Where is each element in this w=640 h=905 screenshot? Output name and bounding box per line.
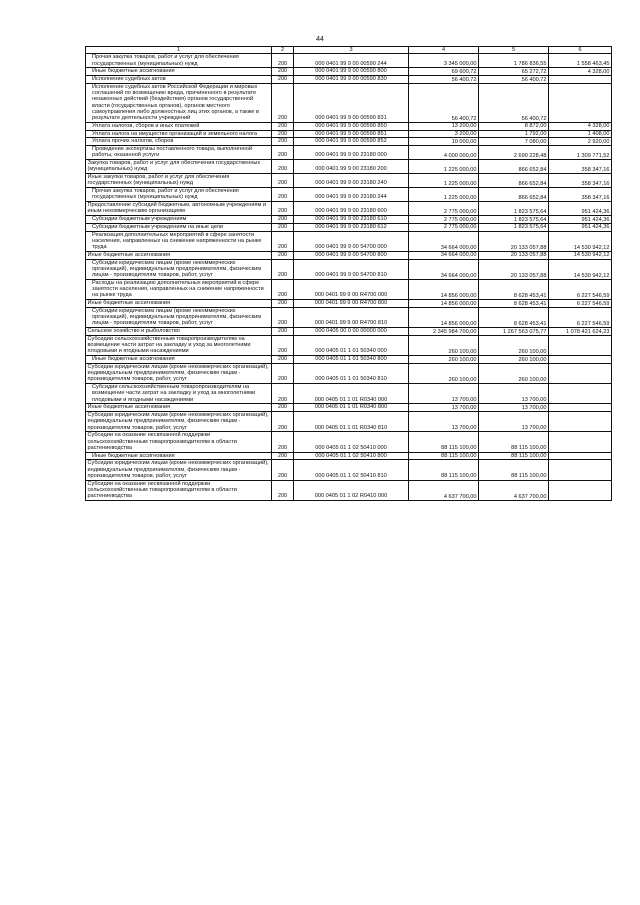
column-header-5: 5 [479,47,549,54]
table-row [86,251,612,259]
row-description: Субсидии бюджетным учреждениям на иные цели [86,223,272,231]
row-classification-code: 000 0401 99 9 00 00590 830 [294,76,409,84]
row-line-code: 200 [272,188,294,202]
table-row [86,174,612,188]
row-classification-code: 000 0401 99 9 00 23180 610 [294,216,409,224]
row-amount-col4: 1 225 000,00 [409,174,479,188]
column-header-6: 6 [549,47,612,54]
row-line-code: 200 [272,363,294,383]
row-amount-col6 [549,76,612,84]
row-line-code: 200 [272,432,294,452]
row-amount-col4: 69 600,72 [409,68,479,76]
row-line-code: 200 [272,130,294,138]
table-header-row [86,47,612,54]
row-description: Субсидии на оказание несвязанной поддержки сельскохозяйственным товаропроизводителям в области растениеводства [86,432,272,452]
row-amount-col4: 13 700,00 [409,404,479,412]
table-row [86,259,612,279]
row-amount-col6 [549,384,612,404]
row-line-code: 200 [272,231,294,251]
row-amount-col6 [549,460,612,480]
row-classification-code: 000 0401 99 9 00 R4700 000 [294,279,409,299]
row-amount-col5: 260 100,00 [479,363,549,383]
row-amount-col4: 13 700,00 [409,384,479,404]
row-amount-col4: 14 856 000,00 [409,300,479,308]
row-classification-code: 000 0401 99 9 00 00590 852 [294,138,409,146]
row-amount-col5: 866 652,84 [479,174,549,188]
row-classification-code: 000 0405 01 1 02 50410 800 [294,452,409,460]
table-row [86,328,612,336]
table-body [86,54,612,501]
row-amount-col4: 3 200,00 [409,130,479,138]
row-amount-col5: 260 100,00 [479,356,549,364]
table-row [86,460,612,480]
row-classification-code: 000 0401 99 9 00 54700 800 [294,251,409,259]
row-amount-col4: 14 856 000,00 [409,279,479,299]
row-description: Прочая закупка товаров, работ и услуг для обеспечения государственных (муниципальных) нужд [86,54,272,68]
row-line-code: 200 [272,259,294,279]
row-amount-col5: 1 823 575,64 [479,202,549,216]
row-amount-col6 [549,356,612,364]
row-amount-col5: 88 115 100,00 [479,432,549,452]
row-amount-col4: 10 000,00 [409,138,479,146]
row-line-code: 200 [272,412,294,432]
row-description: Проведение экспертизы поставленного товара, выполненной работы, оказанной услуги [86,146,272,160]
row-amount-col5: 20 133 057,88 [479,251,549,259]
table-row [86,231,612,251]
row-amount-col5: 13 700,00 [479,404,549,412]
row-amount-col6: 1 558 463,45 [549,54,612,68]
row-amount-col6 [549,363,612,383]
row-classification-code: 000 0401 99 9 00 23180 240 [294,174,409,188]
row-amount-col4: 56 400,72 [409,76,479,84]
row-amount-col4: 88 115 100,00 [409,432,479,452]
row-amount-col4: 260 100,00 [409,335,479,355]
row-classification-code: 000 0401 99 9 00 23180 244 [294,188,409,202]
table-row [86,384,612,404]
row-amount-col6: 951 424,36 [549,202,612,216]
table-row [86,363,612,383]
row-amount-col5: 8 628 453,41 [479,279,549,299]
row-description: Иные бюджетные ассигнования [86,356,272,364]
row-amount-col6: 358 347,16 [549,188,612,202]
row-amount-col5: 8 628 453,41 [479,307,549,327]
column-header-3: 3 [294,47,409,54]
table-row [86,300,612,308]
row-line-code: 200 [272,279,294,299]
row-amount-col6 [549,412,612,432]
row-classification-code: 000 0405 01 1 01 R0340 800 [294,404,409,412]
row-amount-col4: 34 664 000,00 [409,251,479,259]
row-amount-col4: 260 100,00 [409,356,479,364]
row-amount-col5: 1 823 575,64 [479,216,549,224]
row-amount-col4: 2 775 000,00 [409,202,479,216]
row-amount-col6: 358 347,16 [549,160,612,174]
row-amount-col6 [549,83,612,122]
table-row [86,83,612,122]
row-description: Уплата налога на имущество организаций и земельного налога [86,130,272,138]
row-description: Субсидии сельскохозяйственным товаропроизводителям на возмещение части затрат на закладку и уход за многолетними плодовыми и ягодными насаждениями [86,335,272,355]
row-line-code: 200 [272,83,294,122]
row-line-code: 200 [272,122,294,130]
row-description: Субсидии юридическим лицам (кроме некоммерческих организаций), индивидуальным предпринимателям, физическим лицам - производителям товаров, работ, услуг [86,412,272,432]
row-description: Иные бюджетные ассигнования [86,251,272,259]
row-description: Иные бюджетные ассигнования [86,300,272,308]
table-row [86,68,612,76]
table-row [86,432,612,452]
row-amount-col5: 1 267 563 075,77 [479,328,549,336]
row-classification-code: 000 0401 99 9 00 00590 850 [294,122,409,130]
row-amount-col4: 2 775 000,00 [409,216,479,224]
row-amount-col5: 1 786 836,55 [479,54,549,68]
row-amount-col4: 88 115 100,00 [409,460,479,480]
row-amount-col6: 4 328,00 [549,68,612,76]
row-amount-col4: 14 856 000,00 [409,307,479,327]
row-line-code: 200 [272,460,294,480]
row-amount-col6: 4 328,00 [549,122,612,130]
row-line-code: 200 [272,146,294,160]
row-amount-col5: 56 400,72 [479,76,549,84]
row-amount-col6: 358 347,16 [549,174,612,188]
row-description: Расходы на реализацию дополнительных мероприятий в сфере занятости населения, направленных на снижение напряженности на рынке труда [86,279,272,299]
row-classification-code: 000 0401 99 9 00 54700 000 [294,231,409,251]
row-amount-col4: 13 200,00 [409,122,479,130]
row-amount-col4: 1 225 000,00 [409,188,479,202]
row-amount-col6: 14 530 942,12 [549,251,612,259]
row-description: Иные бюджетные ассигнования [86,452,272,460]
row-amount-col6: 6 227 546,59 [549,279,612,299]
row-amount-col4: 56 400,72 [409,83,479,122]
table-row [86,216,612,224]
table-row [86,130,612,138]
row-amount-col4: 88 115 100,00 [409,452,479,460]
row-classification-code: 000 0401 99 9 00 23180 200 [294,160,409,174]
row-amount-col5: 7 080,00 [479,138,549,146]
row-line-code: 200 [272,384,294,404]
row-classification-code: 000 0401 99 9 00 23180 000 [294,146,409,160]
row-classification-code: 000 0405 01 1 01 50340 000 [294,335,409,355]
row-line-code: 200 [272,174,294,188]
row-description: Субсидии сельскохозяйственным товаропроизводителям на возмещение части затрат на закладку и уход за многолетними плодовыми и ягодными насаждениями [86,384,272,404]
row-amount-col5: 260 100,00 [479,335,549,355]
row-line-code: 200 [272,68,294,76]
budget-execution-table [85,46,612,501]
row-line-code: 200 [272,480,294,500]
row-description: Субсидии юридическим лицам (кроме некоммерческих организаций), индивидуальным предпринимателям, физическим лицам - производителям товаров, работ, услуг [86,259,272,279]
row-amount-col4: 3 345 000,00 [409,54,479,68]
row-description: Закупка товаров, работ и услуг для обеспечения государственных (муниципальных) нужд [86,160,272,174]
row-amount-col6 [549,335,612,355]
row-amount-col4: 2 345 984 700,00 [409,328,479,336]
row-description: Субсидии юридическим лицам (кроме некоммерческих организаций), индивидуальным предпринимателям, физическим лицам - производителям товаров, работ, услуг [86,460,272,480]
table-row [86,54,612,68]
table-row [86,356,612,364]
row-line-code: 200 [272,216,294,224]
row-classification-code: 000 0401 99 9 00 00590 244 [294,54,409,68]
row-description: Иные закупки товаров, работ и услуг для обеспечения государственных (муниципальных) нужд [86,174,272,188]
row-amount-col4: 4 637 700,00 [409,480,479,500]
row-classification-code: 000 0405 01 1 01 50340 810 [294,363,409,383]
row-amount-col6: 6 227 546,59 [549,300,612,308]
row-amount-col5: 56 400,72 [479,83,549,122]
table-row [86,480,612,500]
row-amount-col4: 34 664 000,00 [409,231,479,251]
row-classification-code: 000 0401 99 9 00 R4700 810 [294,307,409,327]
row-description: Уплата налогов, сборов и иных платежей [86,122,272,130]
table-row [86,202,612,216]
row-amount-col5: 4 637 700,00 [479,480,549,500]
row-classification-code: 000 0401 99 9 00 23180 612 [294,223,409,231]
row-line-code: 200 [272,335,294,355]
row-classification-code: 000 0405 01 1 02 50410 810 [294,460,409,480]
row-classification-code: 000 0401 99 9 00 00590 800 [294,68,409,76]
row-line-code: 200 [272,76,294,84]
row-amount-col5: 866 652,84 [479,160,549,174]
row-amount-col6: 951 424,36 [549,223,612,231]
row-classification-code: 000 0405 01 1 01 50340 800 [294,356,409,364]
column-header-4: 4 [409,47,479,54]
row-amount-col6: 6 227 546,59 [549,307,612,327]
row-amount-col5: 13 700,00 [479,384,549,404]
column-header-2: 2 [272,47,294,54]
row-amount-col6: 1 408,00 [549,130,612,138]
table-row [86,146,612,160]
row-amount-col5: 8 628 453,41 [479,300,549,308]
row-amount-col6 [549,480,612,500]
table-row [86,188,612,202]
table-row [86,412,612,432]
row-amount-col4: 1 225 000,00 [409,160,479,174]
row-classification-code: 000 0405 00 0 00 00000 000 [294,328,409,336]
row-description: Прочая закупка товаров, работ и услуг для обеспечения государственных (муниципальных) нужд [86,188,272,202]
row-amount-col6 [549,404,612,412]
table-row [86,160,612,174]
row-amount-col6 [549,432,612,452]
row-amount-col6: 2 920,00 [549,138,612,146]
row-line-code: 200 [272,251,294,259]
row-amount-col5: 1 792,00 [479,130,549,138]
row-description: Уплата прочих налогов, сборов [86,138,272,146]
table-row [86,404,612,412]
table-row [86,452,612,460]
row-description: Субсидии юридическим лицам (кроме некоммерческих организаций), индивидуальным предпринимателям, физическим лицам - производителям товаров, работ, услуг [86,307,272,327]
row-classification-code: 000 0401 99 9 00 23180 600 [294,202,409,216]
row-amount-col6: 1 309 771,52 [549,146,612,160]
row-description: Исполнение судебных актов Российской Федерации и мировых соглашений по возмещению вреда, причиненного в результате незаконных действий (бездействия) органов государственной власти (государственных органов), органов местного самоуправления либо должностных лиц этих органов, а также в результате деятельности учреждений [86,83,272,122]
row-line-code: 200 [272,202,294,216]
row-amount-col5: 20 133 057,88 [479,259,549,279]
row-amount-col5: 1 823 575,64 [479,223,549,231]
row-line-code: 200 [272,404,294,412]
page-number: 44 [316,36,324,43]
row-amount-col6: 14 530 942,12 [549,231,612,251]
row-classification-code: 000 0401 99 9 00 00590 851 [294,130,409,138]
row-amount-col5: 13 700,00 [479,412,549,432]
table-row [86,335,612,355]
row-amount-col5: 88 115 100,00 [479,460,549,480]
row-amount-col4: 34 664 000,00 [409,259,479,279]
row-description: Субсидии бюджетным учреждениям [86,216,272,224]
row-line-code: 200 [272,356,294,364]
row-amount-col5: 88 115 100,00 [479,452,549,460]
row-amount-col5: 2 690 228,48 [479,146,549,160]
row-line-code: 200 [272,328,294,336]
row-line-code: 200 [272,138,294,146]
row-description: Иные бюджетные ассигнования [86,404,272,412]
row-classification-code: 000 0401 99 9 00 54700 810 [294,259,409,279]
row-classification-code: 000 0405 01 1 01 R0340 000 [294,384,409,404]
row-amount-col5: 866 652,84 [479,188,549,202]
row-classification-code: 000 0405 01 1 02 R0410 000 [294,480,409,500]
row-amount-col6: 14 530 942,12 [549,259,612,279]
table-row [86,223,612,231]
row-classification-code: 000 0405 01 1 02 50410 000 [294,432,409,452]
row-description: Иные бюджетные ассигнования [86,68,272,76]
row-description: Субсидии на оказание несвязанной поддержки сельскохозяйственным товаропроизводителям в области растениеводства [86,480,272,500]
row-amount-col5: 8 872,00 [479,122,549,130]
row-line-code: 200 [272,160,294,174]
column-header-1: 1 [86,47,272,54]
row-description: Исполнение судебных актов [86,76,272,84]
row-line-code: 200 [272,54,294,68]
row-amount-col6: 1 078 421 624,23 [549,328,612,336]
table-row [86,76,612,84]
row-amount-col4: 13 700,00 [409,412,479,432]
row-amount-col6: 951 424,36 [549,216,612,224]
table-row [86,307,612,327]
row-line-code: 200 [272,223,294,231]
row-line-code: 200 [272,300,294,308]
row-amount-col5: 65 272,72 [479,68,549,76]
row-classification-code: 000 0401 99 9 00 00590 831 [294,83,409,122]
row-description: Предоставление субсидий бюджетным, автономным учреждениям и иным некоммерческим организациям [86,202,272,216]
row-description: Сельское хозяйство и рыболовство [86,328,272,336]
table-row [86,138,612,146]
row-amount-col5: 20 133 057,88 [479,231,549,251]
row-amount-col4: 4 000 000,00 [409,146,479,160]
row-line-code: 200 [272,452,294,460]
row-classification-code: 000 0405 01 1 01 R0340 810 [294,412,409,432]
row-amount-col6 [549,452,612,460]
table-row [86,122,612,130]
row-description: Субсидии юридическим лицам (кроме некоммерческих организаций), индивидуальным предпринимателям, физическим лицам - производителям товаров, работ, услуг [86,363,272,383]
row-classification-code: 000 0401 99 9 00 R4700 800 [294,300,409,308]
table-row [86,279,612,299]
row-description: Реализация дополнительных мероприятий в сфере занятости населения, направленных на снижение напряженности на рынке труда [86,231,272,251]
row-amount-col4: 2 775 000,00 [409,223,479,231]
row-line-code: 200 [272,307,294,327]
row-amount-col4: 260 100,00 [409,363,479,383]
